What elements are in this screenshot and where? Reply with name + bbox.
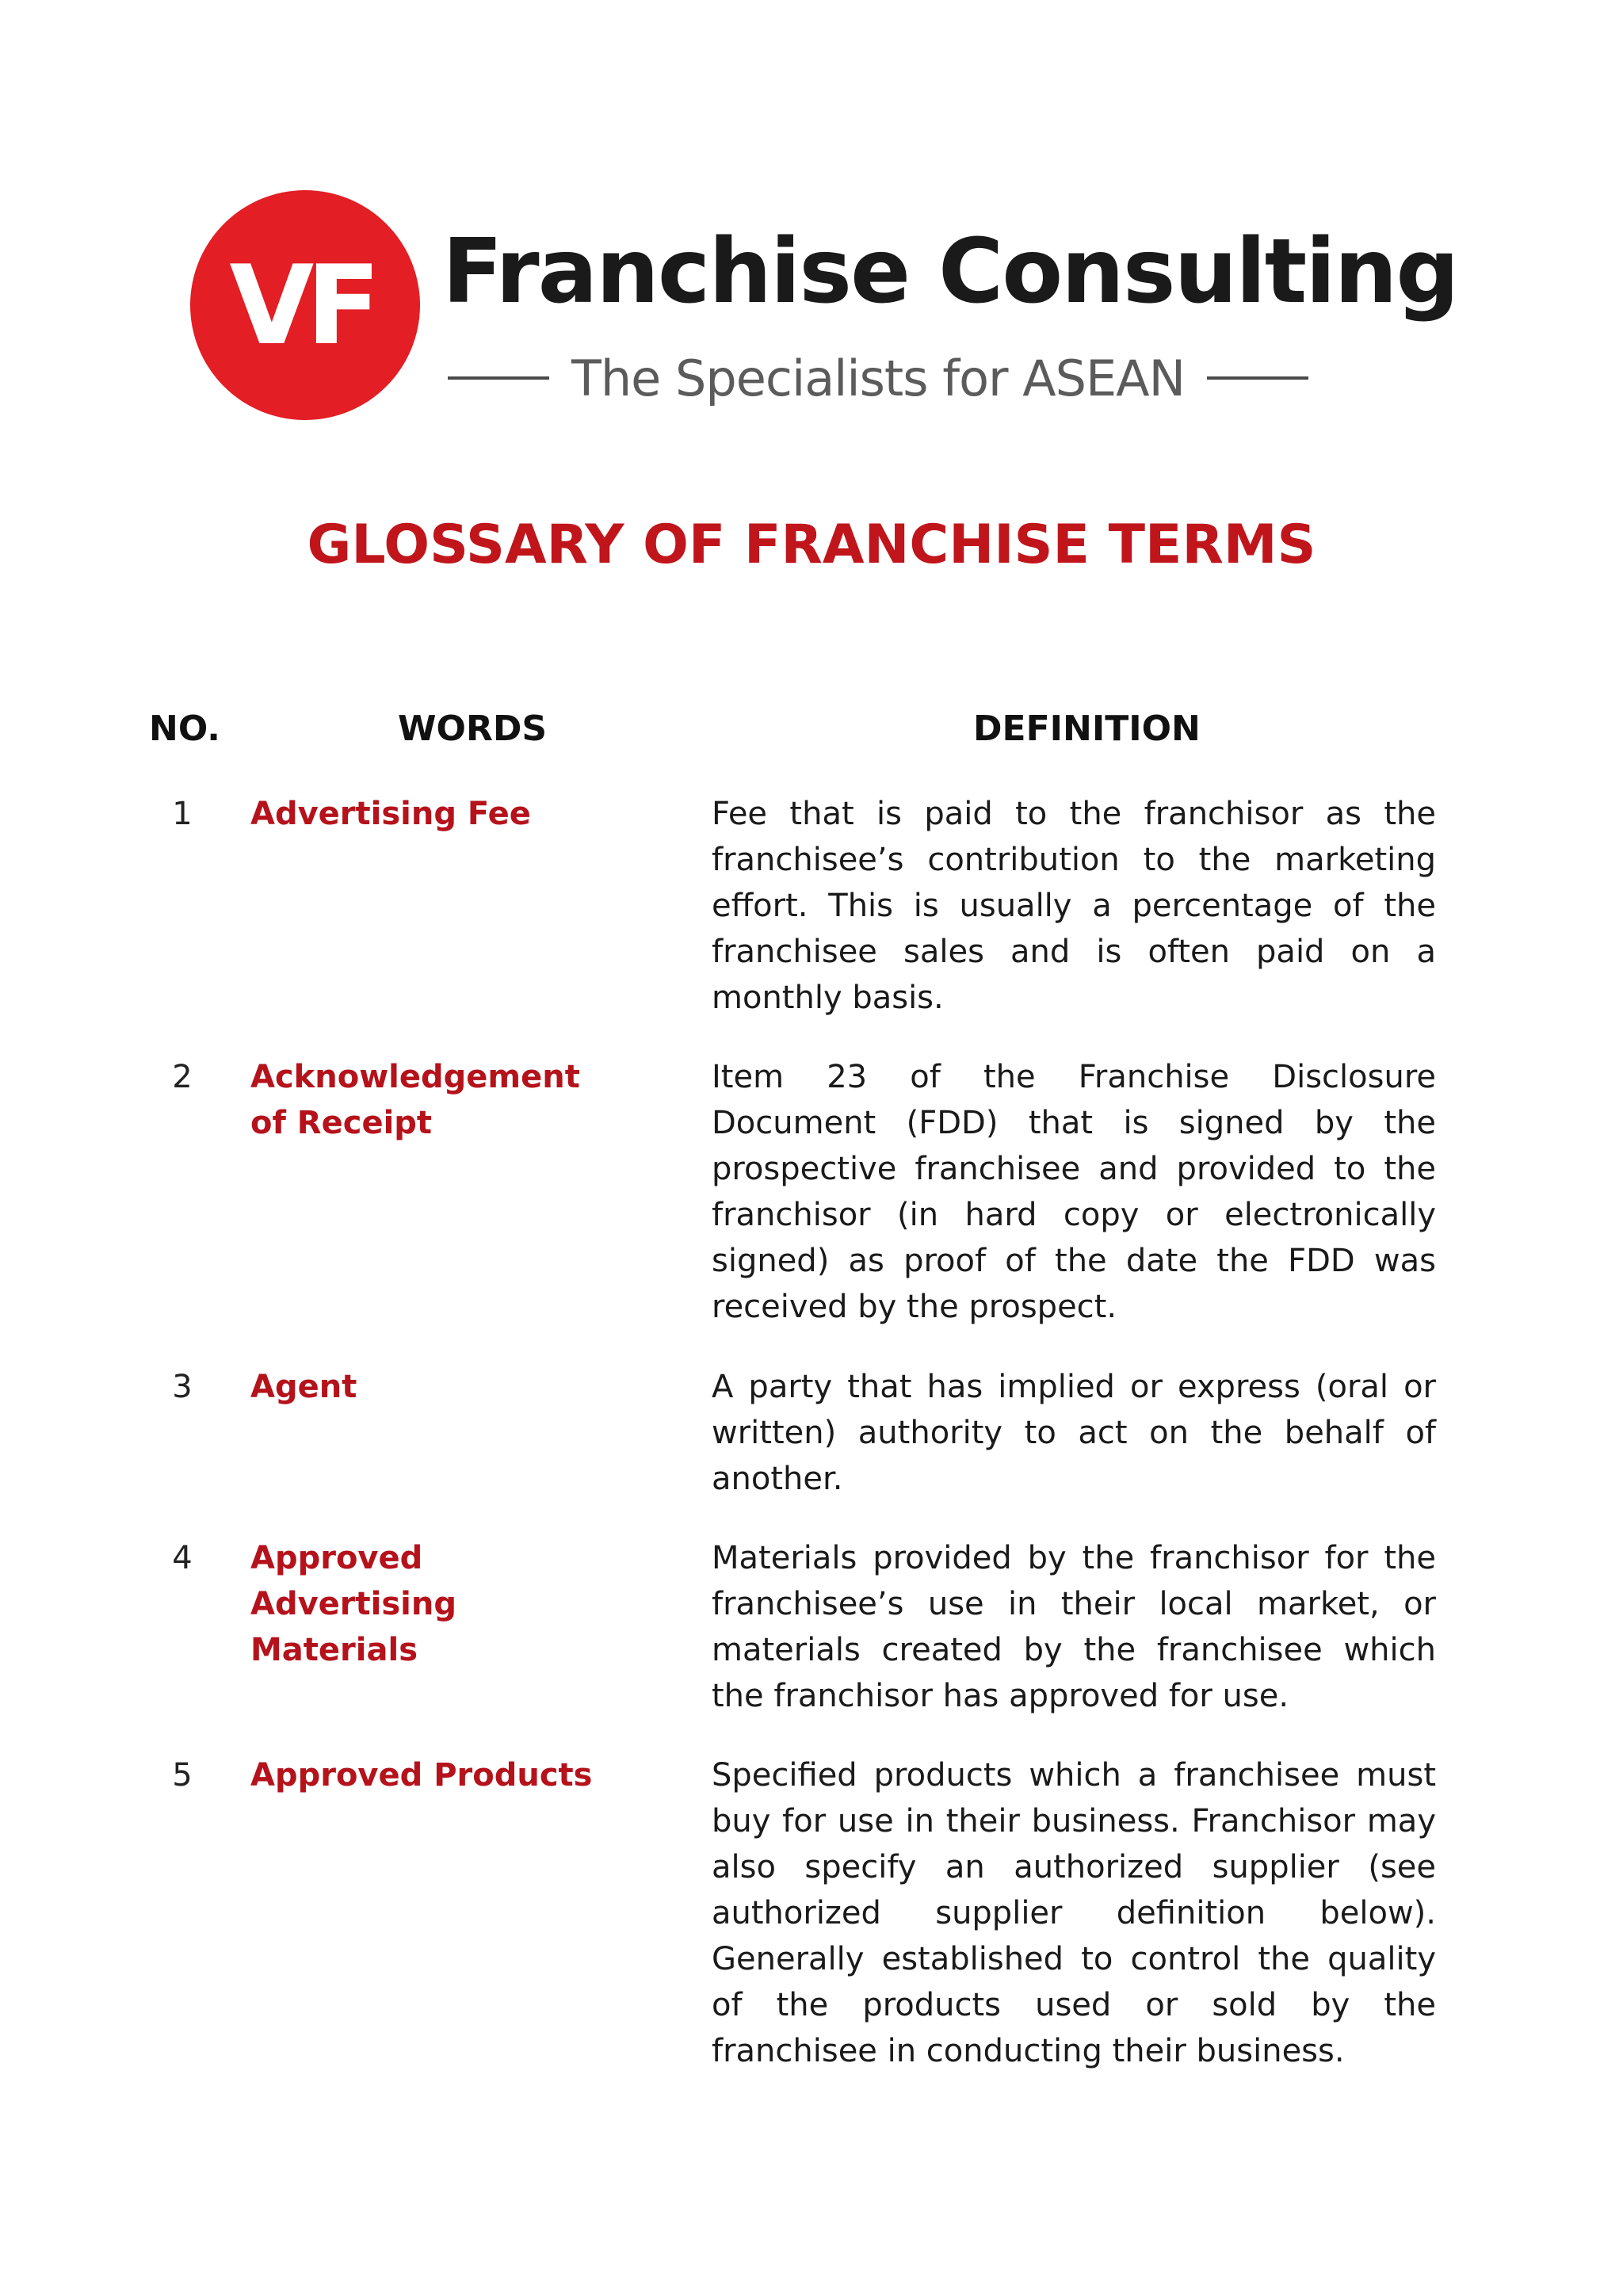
row-number: 2 — [172, 1059, 193, 1095]
logo-tagline-row — [448, 342, 1442, 414]
page-title: GLOSSARY OF FRANCHISE TERMS — [307, 514, 1316, 576]
term-word: Advertising Fee — [250, 796, 531, 832]
row-number: 4 — [172, 1540, 193, 1576]
term-word: Acknowledgement of Receipt — [250, 1059, 580, 1141]
tagline-rule-right — [1207, 376, 1308, 380]
term-definition: Materials provided by the franchisor for the franchisee’s use in their local market, or materials created by the franchisee which the franchisor has approved for use. — [712, 1540, 1436, 1714]
logo-brand-name: Franchise Consulting — [442, 220, 1458, 323]
logo-monogram: VF — [229, 241, 373, 369]
term-definition: Fee that is paid to the franchisor as the franchisee’s contribution to the marketing effort. This is usually a percentage of the franchisee sales and is often paid on a monthly basis. — [712, 796, 1436, 1016]
term-word: Approved Advertising Materials — [250, 1540, 456, 1668]
term-definition: A party that has implied or express (oral or written) authority to act on the behalf of another. — [712, 1369, 1436, 1497]
column-header-definition: DEFINITION — [973, 709, 1201, 749]
row-number: 5 — [172, 1757, 193, 1794]
term-definition: Item 23 of the Franchise Disclosure Document (FDD) that is signed by the prospective franchisee and provided to the franchisor (in hard copy or electronically signed) as proof of the date the FDD was received by the prospect. — [712, 1059, 1436, 1325]
term-definition: Specified products which a franchisee must buy for use in their business. Franchisor may also specify an authorized supplier (see authorized supplier definition below). Generally established to control the quality of the products used or sold by the franchisee in conducting their business. — [712, 1757, 1436, 2069]
company-logo — [190, 190, 1458, 428]
column-header-no: NO. — [149, 709, 220, 749]
tagline-rule-left — [448, 376, 549, 380]
logo-tagline: The Specialists for ASEAN — [571, 349, 1185, 407]
column-header-words: WORDS — [398, 709, 548, 749]
term-word: Approved Products — [250, 1757, 593, 1794]
term-word: Agent — [250, 1369, 357, 1405]
row-number: 3 — [172, 1369, 193, 1405]
row-number: 1 — [172, 796, 193, 832]
